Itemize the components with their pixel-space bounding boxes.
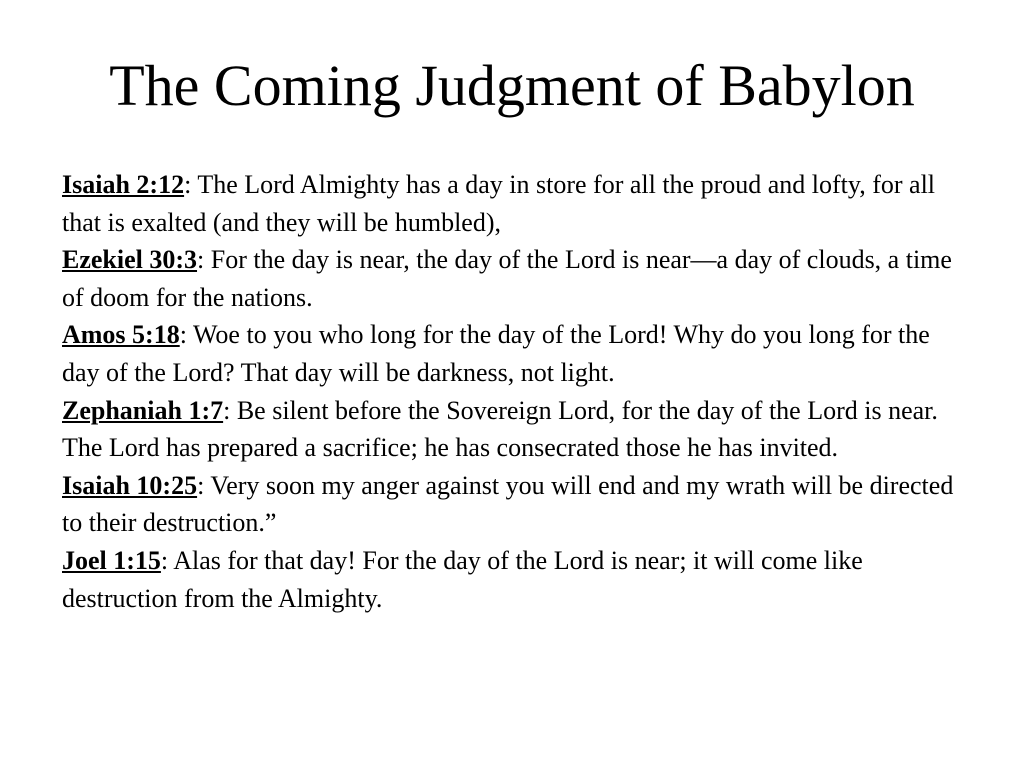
verse-text: : The Lord Almighty has a day in store for all the proud and lofty, for all that is exalted (and they will be humbled),	[62, 170, 936, 237]
verse-text: : For the day is near, the day of the Lord is near—a day of clouds, a time of doom for the nations.	[62, 245, 952, 312]
verse-item	[62, 166, 962, 241]
verse-reference: Amos 5:18	[62, 320, 180, 350]
verse-text: : Woe to you who long for the day of the Lord! Why do you long for the day of the Lord? That day will be darkness, not light.	[62, 320, 930, 387]
verse-reference: Isaiah 10:25	[62, 470, 198, 500]
verse-reference: Zephaniah 1:7	[62, 395, 224, 425]
verse-text: : Very soon my anger against you will end and my wrath will be directed to their destruction.”	[62, 470, 954, 538]
slide-title: The Coming Judgment of Babylon	[109, 53, 915, 118]
verse-item	[62, 316, 962, 391]
verse-list	[62, 166, 962, 617]
verse-item	[62, 467, 962, 542]
verse-item	[62, 241, 962, 316]
verse-text: : Alas for that day! For the day of the Lord is near; it will come like destruction from the Almighty.	[62, 545, 863, 613]
verse-reference: Joel 1:15	[62, 545, 161, 575]
verse-reference: Ezekiel 30:3	[62, 245, 198, 275]
verse-reference: Isaiah 2:12	[62, 170, 185, 199]
verse-item	[62, 392, 962, 467]
verse-text: : Be silent before the Sovereign Lord, for the day of the Lord is near. The Lord has prepared a sacrifice; he has consecrated those he has invited.	[62, 395, 938, 463]
verse-item	[62, 542, 962, 617]
